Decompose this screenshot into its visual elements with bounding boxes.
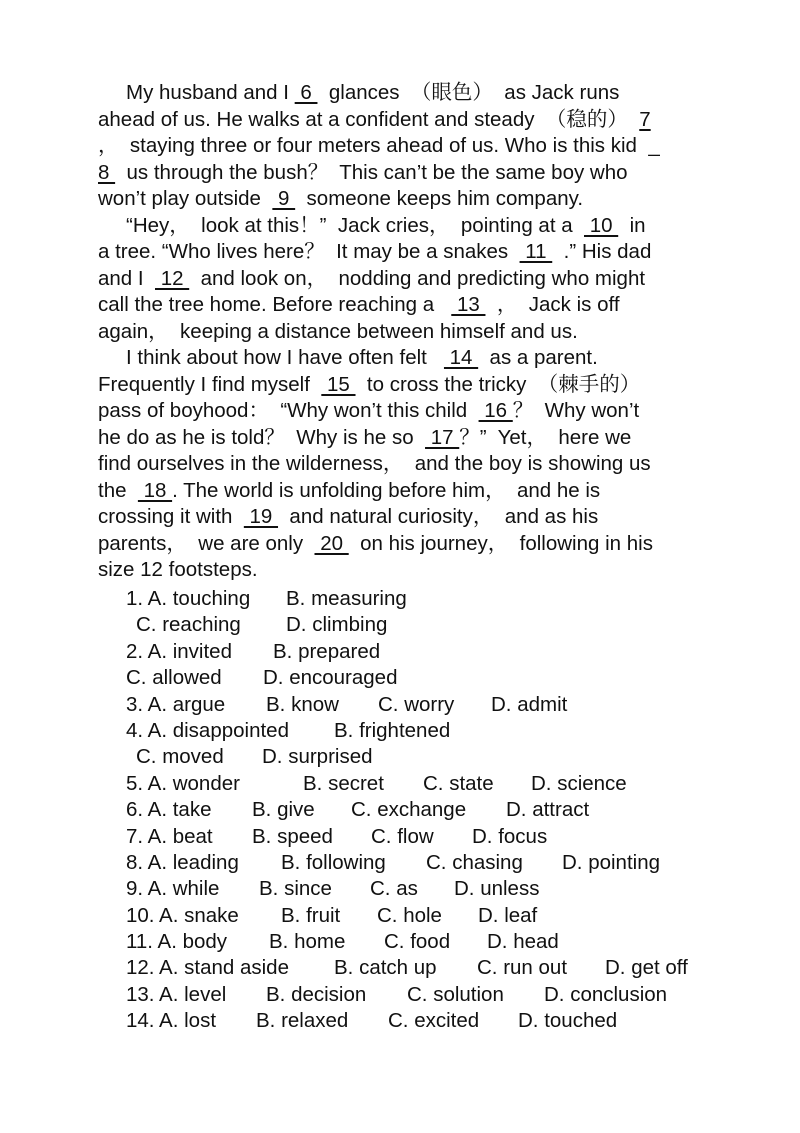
option-choice: D. leaf [478, 903, 538, 927]
option-row [126, 586, 726, 612]
passage-line [98, 557, 708, 584]
passage-text: ， Jack is off [485, 293, 620, 316]
blank-number: 17 [425, 425, 460, 449]
passage-text: in [618, 213, 646, 237]
option-choice: B. following [281, 850, 386, 874]
option-row [126, 982, 726, 1008]
blank-number: 13 [451, 293, 486, 316]
option-choice: B. measuring [286, 587, 407, 610]
option-choice: 12. A. stand aside [126, 956, 289, 980]
passage-text: find ourselves in the wilderness， and the boy is showing us [98, 452, 651, 475]
option-choice: D. science [531, 771, 627, 795]
option-row [126, 692, 726, 718]
passage-text: pass of boyhood： “Why won’t this child [98, 399, 479, 422]
passage-line [98, 80, 708, 107]
passage-line [98, 239, 708, 266]
passage-text: to cross the tricky （棘手的） [355, 372, 641, 396]
option-choice: C. food [384, 930, 451, 954]
option-choice: 13. A. level [126, 982, 227, 1006]
passage-text: ， staying three or four meters ahead of us. Who is this kid [98, 134, 649, 157]
blank-number: 20 [314, 531, 349, 555]
option-choice: B. give [252, 798, 315, 822]
passage-text: ？” Yet， here we [459, 425, 632, 449]
answer-options [126, 586, 726, 1035]
option-row [126, 903, 726, 929]
option-row [126, 744, 726, 770]
option-row [126, 797, 726, 823]
passage-text: and I [98, 266, 155, 290]
passage-line [98, 266, 708, 293]
blank-number: 8 [98, 160, 116, 184]
blank-number: 9 [272, 187, 296, 210]
passage-line [98, 107, 708, 134]
option-choice: C. chasing [426, 850, 523, 874]
passage-text: crossing it with [98, 505, 244, 528]
passage-text: “Hey， look at this！” Jack cries， pointing at a [126, 213, 584, 237]
option-choice: D. focus [472, 824, 548, 848]
passage-line [98, 213, 708, 240]
passage-text: Frequently I find myself [98, 372, 322, 396]
passage-text: he do as he is told？ Why is he so [98, 425, 426, 449]
option-row [126, 612, 726, 638]
option-choice: B. speed [252, 824, 333, 848]
option-choice: B. since [259, 877, 332, 901]
option-choice: D. encouraged [263, 666, 398, 690]
option-choice: 5. A. wonder [126, 771, 240, 795]
passage-line [98, 478, 708, 505]
option-choice: C. moved [136, 745, 224, 769]
passage-text: someone keeps him company. [295, 187, 584, 210]
cloze-passage [98, 80, 708, 584]
passage-text: a tree. “Who lives here？ It may be a snakes [98, 240, 520, 263]
option-choice: 4. A. disappointed [126, 718, 289, 742]
option-choice: B. decision [266, 982, 367, 1006]
option-choice: D. head [487, 930, 559, 954]
option-row [126, 955, 726, 981]
option-choice: C. hole [377, 903, 442, 927]
passage-line [98, 345, 708, 372]
option-choice: C. solution [407, 982, 504, 1006]
option-choice: D. conclusion [544, 982, 668, 1006]
passage-text: and natural curiosity， and as his [278, 505, 599, 528]
option-choice: C. allowed [126, 666, 222, 690]
blank-number: 11 [519, 240, 553, 263]
passage-line [98, 160, 708, 187]
option-choice: D. get off [605, 956, 688, 980]
passage-line [98, 372, 708, 399]
blank-number: 16 [478, 399, 513, 422]
passage-line [98, 398, 708, 425]
passage-line [98, 292, 708, 319]
option-choice: B. frightened [334, 718, 451, 742]
option-choice: B. know [266, 692, 339, 716]
passage-text: ahead of us. He walks at a confident and steady （稳的） [98, 107, 640, 131]
option-choice: D. surprised [262, 745, 373, 769]
passage-line [98, 531, 708, 558]
option-choice: D. pointing [562, 850, 661, 874]
option-choice: C. state [423, 771, 494, 795]
passage-text: glances （眼色） as Jack runs [317, 81, 620, 104]
option-choice: 1. A. touching [126, 587, 251, 610]
option-choice: B. prepared [273, 639, 381, 663]
option-choice: D. admit [491, 692, 568, 716]
option-choice: 9. A. while [126, 877, 220, 901]
option-choice: C. flow [371, 824, 434, 848]
option-choice: C. excited [388, 1009, 480, 1033]
option-choice: C. as [370, 877, 418, 901]
option-choice: 14. A. lost [126, 1009, 217, 1033]
passage-text: My husband and I [126, 81, 295, 104]
option-choice: 8. A. leading [126, 850, 239, 874]
passage-text: the [98, 478, 138, 502]
option-choice: 11. A. body [126, 930, 228, 954]
option-choice: B. relaxed [256, 1009, 349, 1033]
passage-text: us through the bush？ This can’t be the same boy who [115, 160, 628, 184]
passage-text: ？ Why won’t [512, 399, 640, 422]
option-choice: B. home [269, 930, 346, 954]
passage-text: won’t play outside [98, 187, 273, 210]
option-row [126, 639, 726, 665]
passage-text: size 12 footsteps. [98, 558, 258, 581]
blank-number: 14 [443, 346, 479, 369]
passage-line [98, 133, 708, 160]
blank-number: 7 [639, 107, 651, 131]
passage-line [98, 186, 708, 213]
passage-text: again， keeping a distance between himself and us. [98, 319, 578, 343]
passage-line [98, 319, 708, 346]
option-choice: D. touched [518, 1009, 618, 1033]
option-choice: C. reaching [136, 613, 241, 637]
blank-number: 19 [243, 505, 279, 528]
passage-line [98, 451, 708, 478]
blank-number: 12 [155, 266, 190, 290]
option-choice: 2. A. invited [126, 639, 232, 663]
option-row [126, 850, 726, 876]
option-choice: 3. A. argue [126, 692, 226, 716]
option-choice: 10. A. snake [126, 903, 239, 927]
blank-number: 10 [584, 213, 619, 237]
option-choice: D. attract [506, 798, 590, 822]
option-row [126, 718, 726, 744]
option-choice: D. unless [454, 877, 540, 901]
passage-line [98, 504, 708, 531]
option-choice: B. fruit [281, 903, 341, 927]
passage-line [98, 425, 708, 452]
option-choice: C. exchange [351, 798, 467, 822]
passage-text: call the tree home. Before reaching a [98, 293, 452, 316]
option-choice: D. climbing [286, 613, 388, 637]
passage-text: parents， we are only [98, 531, 315, 555]
option-choice: C. worry [378, 692, 455, 716]
option-row [126, 771, 726, 797]
option-row [126, 1008, 726, 1034]
passage-text: I think about how I have often felt [126, 346, 444, 369]
passage-text: .” His dad [552, 240, 652, 263]
passage-text: as a parent. [478, 346, 598, 369]
option-choice: C. run out [477, 956, 568, 980]
option-choice: B. catch up [334, 956, 437, 980]
blank-number: 18 [137, 478, 173, 502]
passage-text: . The world is unfolding before him， and he is [172, 478, 601, 502]
blank-number: 6 [294, 81, 318, 104]
passage-text: on his journey， following in his [348, 531, 653, 555]
option-row [126, 876, 726, 902]
option-row [126, 824, 726, 850]
passage-text: _ [648, 134, 660, 157]
passage-text: and look on， nodding and predicting who might [189, 266, 646, 290]
option-row [126, 665, 726, 691]
option-choice: 6. A. take [126, 798, 212, 822]
option-choice: B. secret [303, 771, 384, 795]
blank-number: 15 [321, 372, 356, 396]
option-row [126, 929, 726, 955]
option-choice: 7. A. beat [126, 824, 213, 848]
